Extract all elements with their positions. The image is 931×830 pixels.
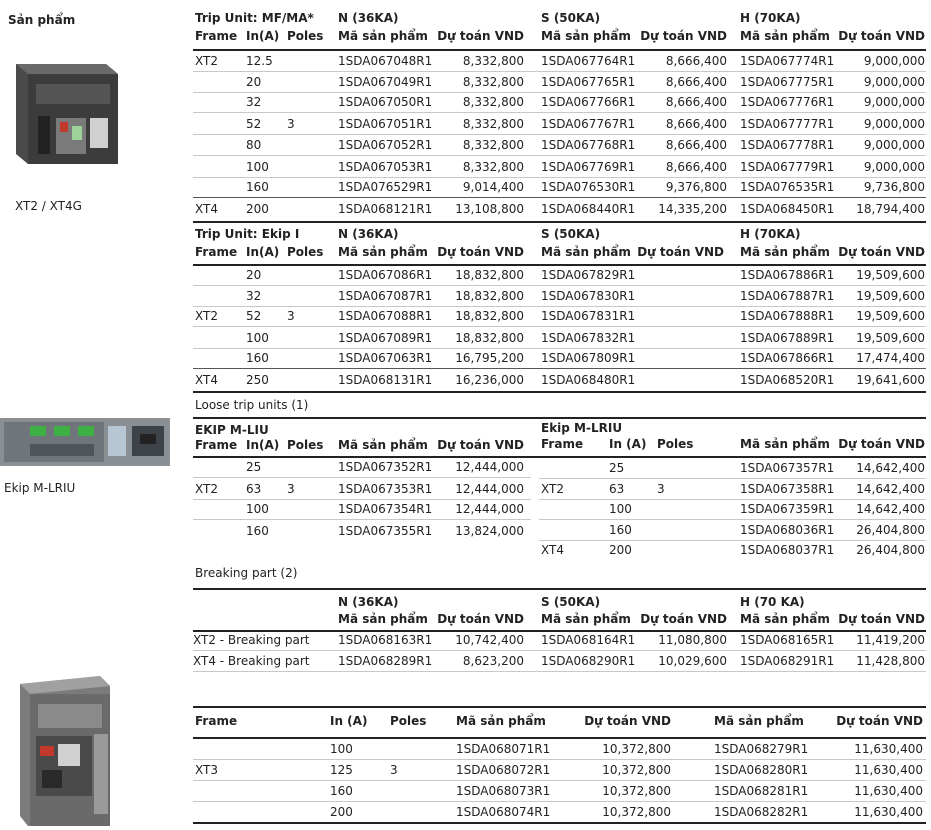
in-cell: 25	[246, 460, 262, 474]
frame-cell: XT3	[195, 763, 218, 777]
code-cell: 1SDA068071R1	[456, 742, 551, 756]
in-cell: 160	[246, 180, 269, 194]
in-cell: 25	[609, 461, 625, 475]
n-price-cell: 18,832,800	[455, 309, 524, 323]
n-header: N (36KA)	[338, 227, 399, 241]
n-price-cell: 18,832,800	[455, 331, 524, 345]
s-price-cell: 9,376,800	[665, 180, 727, 194]
divider	[193, 417, 926, 419]
in-cell: 52	[246, 117, 262, 131]
s-price-header: Dự toán VND	[637, 245, 724, 259]
s-price-cell: 8,666,400	[665, 138, 727, 152]
n-code-cell: 1SDA068131R1	[338, 373, 433, 387]
h-code-cell: 1SDA067889R1	[740, 331, 835, 345]
s-code-cell: 1SDA067832R1	[541, 331, 636, 345]
h-code-header: Mã sản phẩm	[740, 612, 830, 626]
h-price-cell: 18,794,400	[856, 202, 925, 216]
price-cell-2: 11,630,400	[854, 805, 923, 819]
h-price-cell: 11,419,200	[856, 633, 925, 647]
row-divider	[193, 477, 531, 478]
s-header: S (50KA)	[541, 227, 601, 241]
h-header: H (70 KA)	[740, 595, 805, 609]
s-code-header: Mã sản phẩm	[541, 245, 631, 259]
s-code-cell: 1SDA067831R1	[541, 309, 636, 323]
frame-cell: XT4	[195, 373, 218, 387]
h-code-cell: 1SDA068450R1	[740, 202, 835, 216]
h-price-header: Dự toán VND	[838, 245, 925, 259]
in-cell: 63	[609, 482, 625, 496]
code-cell: 1SDA067357R1	[740, 461, 835, 475]
n-price-header: Dự toán VND	[437, 29, 524, 43]
s-code-header: Mã sản phẩm	[541, 29, 631, 43]
frame-header: Frame	[195, 438, 238, 452]
row-divider	[193, 326, 926, 327]
h-code-cell: 1SDA068291R1	[740, 654, 835, 668]
h-price-cell: 9,000,000	[863, 138, 925, 152]
h-code-cell: 1SDA067778R1	[740, 138, 835, 152]
code-header: Mã sản phẩm	[338, 438, 428, 452]
in-cell: 80	[246, 138, 262, 152]
n-price-cell: 8,332,800	[462, 75, 524, 89]
in-cell: 100	[609, 502, 632, 516]
code-header-right: Mã sản phẩm	[740, 437, 830, 451]
code-cell: 1SDA068074R1	[456, 805, 551, 819]
poles-header-right: Poles	[657, 437, 694, 451]
h-header: H (70KA)	[740, 227, 801, 241]
s-code-cell: 1SDA067764R1	[541, 54, 636, 68]
row-divider	[193, 801, 926, 802]
frame-cell: XT2	[195, 309, 218, 323]
code-cell: 1SDA068036R1	[740, 523, 835, 537]
n-price-cell: 8,332,800	[462, 95, 524, 109]
s-price-header: Dự toán VND	[640, 612, 727, 626]
frame-cell: XT2	[541, 482, 564, 496]
product-header: Sản phẩm	[8, 13, 76, 27]
in-header-right: In (A)	[609, 437, 647, 451]
n-price-cell: 16,236,000	[455, 373, 524, 387]
h-code-cell: 1SDA068165R1	[740, 633, 835, 647]
frame-label-cell: XT4 - Breaking part	[193, 654, 310, 668]
in-cell: 200	[609, 543, 632, 557]
s-code-cell: 1SDA067765R1	[541, 75, 636, 89]
price-cell: 14,642,400	[856, 461, 925, 475]
h-price-cell: 9,000,000	[863, 95, 925, 109]
n-price-header: Dự toán VND	[437, 245, 524, 259]
frame-header: Frame	[195, 29, 238, 43]
frame-header: Frame	[195, 714, 238, 728]
s-price-cell: 8,666,400	[665, 95, 727, 109]
divider	[193, 221, 926, 223]
price-cell: 26,404,800	[856, 543, 925, 557]
n-code-header: Mã sản phẩm	[338, 612, 428, 626]
code-cell: 1SDA068073R1	[456, 784, 551, 798]
poles-header: Poles	[287, 245, 324, 259]
row-divider	[193, 112, 926, 113]
h-price-cell: 9,000,000	[863, 160, 925, 174]
code-cell: 1SDA067359R1	[740, 502, 835, 516]
price-cell: 10,372,800	[602, 742, 671, 756]
row-divider	[193, 499, 531, 500]
row-divider	[193, 71, 926, 72]
price-cell: 14,642,400	[856, 482, 925, 496]
h-price-cell: 17,474,400	[856, 351, 925, 365]
n-price-cell: 16,795,200	[455, 351, 524, 365]
price-cell: 12,444,000	[455, 482, 524, 496]
in-cell: 160	[330, 784, 353, 798]
code-cell: 1SDA067352R1	[338, 460, 433, 474]
poles-cell: 3	[287, 117, 295, 131]
s-price-cell: 10,029,600	[658, 654, 727, 668]
s-price-cell: 8,666,400	[665, 160, 727, 174]
in-cell: 160	[246, 524, 269, 538]
frame-cell: XT2	[195, 54, 218, 68]
in-cell: 20	[246, 268, 262, 282]
n-price-cell: 13,108,800	[455, 202, 524, 216]
code-header-2: Mã sản phẩm	[714, 714, 804, 728]
s-code-cell: 1SDA068440R1	[541, 202, 636, 216]
n-code-header: Mã sản phẩm	[338, 29, 428, 43]
frame-cell: XT4	[541, 543, 564, 557]
row-divider	[193, 822, 926, 824]
h-code-cell: 1SDA068520R1	[740, 373, 835, 387]
in-cell: 32	[246, 95, 262, 109]
frame-cell: XT2	[195, 482, 218, 496]
price-cell: 12,444,000	[455, 460, 524, 474]
in-cell: 100	[330, 742, 353, 756]
poles-cell: 3	[390, 763, 398, 777]
s-code-cell: 1SDA067769R1	[541, 160, 636, 174]
row-divider	[539, 478, 926, 479]
s-price-cell: 8,666,400	[665, 75, 727, 89]
price-cell-2: 11,630,400	[854, 742, 923, 756]
frame-label-cell: XT2 - Breaking part	[193, 633, 310, 647]
code-cell: 1SDA068037R1	[740, 543, 835, 557]
n-code-cell: 1SDA067048R1	[338, 54, 433, 68]
n-code-cell: 1SDA068163R1	[338, 633, 433, 647]
s-code-cell: 1SDA067830R1	[541, 289, 636, 303]
in-cell: 63	[246, 482, 262, 496]
price-header: Dự toán VND	[584, 714, 671, 728]
poles-cell: 3	[287, 482, 295, 496]
n-price-cell: 18,832,800	[455, 289, 524, 303]
h-price-cell: 9,000,000	[863, 75, 925, 89]
row-divider	[193, 92, 926, 93]
h-code-cell: 1SDA067887R1	[740, 289, 835, 303]
n-price-header: Dự toán VND	[437, 612, 524, 626]
row-divider	[193, 368, 926, 369]
in-cell: 250	[246, 373, 269, 387]
h-price-header: Dự toán VND	[838, 612, 925, 626]
n-code-cell: 1SDA067051R1	[338, 117, 433, 131]
price-cell: 14,642,400	[856, 502, 925, 516]
n-code-cell: 1SDA067053R1	[338, 160, 433, 174]
row-divider	[193, 650, 926, 651]
n-header: N (36KA)	[338, 11, 399, 25]
price-cell: 13,824,000	[455, 524, 524, 538]
divider	[193, 456, 926, 458]
code-header: Mã sản phẩm	[456, 714, 546, 728]
trip-unit-title: Trip Unit: Ekip I	[195, 227, 300, 241]
code-cell: 1SDA067353R1	[338, 482, 433, 496]
s-code-cell: 1SDA068290R1	[541, 654, 636, 668]
frame-cell: XT4	[195, 202, 218, 216]
n-code-cell: 1SDA067049R1	[338, 75, 433, 89]
in-header: In (A)	[330, 714, 368, 728]
n-price-cell: 8,332,800	[462, 54, 524, 68]
s-code-header: Mã sản phẩm	[541, 612, 631, 626]
in-header: In(A)	[246, 245, 280, 259]
in-cell: 12.5	[246, 54, 273, 68]
caption-xt2-xt4g: XT2 / XT4G	[15, 199, 82, 213]
poles-cell: 3	[287, 309, 295, 323]
price-cell: 10,372,800	[602, 763, 671, 777]
code-cell: 1SDA067358R1	[740, 482, 835, 496]
in-cell: 100	[246, 160, 269, 174]
in-cell: 52	[246, 309, 262, 323]
divider	[193, 588, 926, 590]
n-price-cell: 9,014,400	[462, 180, 524, 194]
price-cell-2: 11,630,400	[854, 784, 923, 798]
h-price-cell: 11,428,800	[856, 654, 925, 668]
s-price-header: Dự toán VND	[640, 29, 727, 43]
n-price-cell: 8,332,800	[462, 138, 524, 152]
frame-header-right: Frame	[541, 437, 584, 451]
s-code-cell: 1SDA067809R1	[541, 351, 636, 365]
row-divider	[193, 519, 531, 520]
row-divider	[193, 671, 926, 672]
s-code-cell: 1SDA067829R1	[541, 268, 636, 282]
row-divider	[539, 499, 926, 500]
price-cell: 10,372,800	[602, 805, 671, 819]
divider	[193, 630, 926, 632]
in-cell: 100	[246, 502, 269, 516]
h-code-cell: 1SDA067774R1	[740, 54, 835, 68]
row-divider	[193, 134, 926, 135]
breaker-xt2-image	[8, 56, 124, 172]
h-code-cell: 1SDA067775R1	[740, 75, 835, 89]
s-code-cell: 1SDA068164R1	[541, 633, 636, 647]
row-divider	[193, 285, 926, 286]
h-code-cell: 1SDA067888R1	[740, 309, 835, 323]
divider	[193, 737, 926, 739]
n-header: N (36KA)	[338, 595, 399, 609]
h-price-cell: 19,509,600	[856, 331, 925, 345]
n-code-header: Mã sản phẩm	[338, 245, 428, 259]
row-divider	[193, 348, 926, 349]
price-header-right: Dự toán VND	[838, 437, 925, 451]
row-divider	[193, 780, 926, 781]
n-code-cell: 1SDA067063R1	[338, 351, 433, 365]
n-code-cell: 1SDA068121R1	[338, 202, 433, 216]
s-code-cell: 1SDA067768R1	[541, 138, 636, 152]
code-cell-2: 1SDA068282R1	[714, 805, 809, 819]
price-header: Dự toán VND	[437, 438, 524, 452]
s-price-cell: 8,666,400	[665, 54, 727, 68]
h-price-cell: 19,509,600	[856, 309, 925, 323]
row-divider	[193, 759, 926, 760]
n-code-cell: 1SDA067052R1	[338, 138, 433, 152]
caption-ekip-m-lriu: Ekip M-LRIU	[4, 481, 76, 495]
h-price-cell: 19,509,600	[856, 289, 925, 303]
n-code-cell: 1SDA067087R1	[338, 289, 433, 303]
n-code-cell: 1SDA067086R1	[338, 268, 433, 282]
h-price-cell: 9,000,000	[863, 117, 925, 131]
h-code-cell: 1SDA067886R1	[740, 268, 835, 282]
s-price-cell: 11,080,800	[658, 633, 727, 647]
in-header: In(A)	[246, 438, 280, 452]
n-code-cell: 1SDA067089R1	[338, 331, 433, 345]
n-code-cell: 1SDA076529R1	[338, 180, 433, 194]
price-cell: 12,444,000	[455, 502, 524, 516]
breaking-part-title: Breaking part (2)	[195, 566, 298, 580]
trip-unit-title: Trip Unit: MF/MA*	[195, 11, 314, 25]
ekip-m-liu-title: EKIP M-LIU	[195, 423, 269, 437]
h-code-cell: 1SDA067777R1	[740, 117, 835, 131]
s-header: S (50KA)	[541, 595, 601, 609]
h-code-header: Mã sản phẩm	[740, 29, 830, 43]
n-price-cell: 18,832,800	[455, 268, 524, 282]
poles-header: Poles	[287, 438, 324, 452]
n-code-cell: 1SDA068289R1	[338, 654, 433, 668]
h-code-header: Mã sản phẩm	[740, 245, 830, 259]
in-cell: 160	[246, 351, 269, 365]
price-header-2: Dự toán VND	[836, 714, 923, 728]
in-cell: 125	[330, 763, 353, 777]
s-code-cell: 1SDA076530R1	[541, 180, 636, 194]
code-cell: 1SDA067355R1	[338, 524, 433, 538]
s-code-cell: 1SDA068480R1	[541, 373, 636, 387]
s-header: S (50KA)	[541, 11, 601, 25]
row-divider	[193, 197, 926, 198]
poles-cell: 3	[657, 482, 665, 496]
h-code-cell: 1SDA067779R1	[740, 160, 835, 174]
in-cell: 200	[330, 805, 353, 819]
in-cell: 20	[246, 75, 262, 89]
h-price-cell: 19,641,600	[856, 373, 925, 387]
price-cell: 10,372,800	[602, 784, 671, 798]
in-header: In(A)	[246, 29, 280, 43]
loose-trip-units-title: Loose trip units (1)	[195, 398, 309, 412]
s-code-cell: 1SDA067766R1	[541, 95, 636, 109]
frame-header: Frame	[195, 245, 238, 259]
divider	[193, 49, 926, 51]
h-header: H (70KA)	[740, 11, 801, 25]
in-cell: 100	[246, 331, 269, 345]
h-code-cell: 1SDA067776R1	[740, 95, 835, 109]
code-cell: 1SDA067354R1	[338, 502, 433, 516]
in-cell: 160	[609, 523, 632, 537]
row-divider	[193, 177, 926, 178]
divider	[193, 264, 926, 266]
code-cell-2: 1SDA068280R1	[714, 763, 809, 777]
price-cell: 26,404,800	[856, 523, 925, 537]
n-price-cell: 8,332,800	[462, 117, 524, 131]
n-code-cell: 1SDA067050R1	[338, 95, 433, 109]
s-price-cell: 8,666,400	[665, 117, 727, 131]
in-cell: 32	[246, 289, 262, 303]
ekip-m-lriu-image	[0, 418, 170, 466]
code-cell-2: 1SDA068279R1	[714, 742, 809, 756]
h-price-cell: 19,509,600	[856, 268, 925, 282]
h-code-cell: 1SDA067866R1	[740, 351, 835, 365]
ekip-m-lriu-title: Ekip M-LRIU	[541, 421, 623, 435]
n-code-cell: 1SDA067088R1	[338, 309, 433, 323]
price-cell-2: 11,630,400	[854, 763, 923, 777]
breaker-xt3-image	[14, 674, 114, 830]
h-price-cell: 9,736,800	[863, 180, 925, 194]
divider	[193, 706, 926, 708]
poles-header: Poles	[287, 29, 324, 43]
n-price-cell: 8,623,200	[462, 654, 524, 668]
h-code-cell: 1SDA076535R1	[740, 180, 835, 194]
row-divider	[539, 540, 926, 541]
code-cell-2: 1SDA068281R1	[714, 784, 809, 798]
s-price-cell: 14,335,200	[658, 202, 727, 216]
divider	[193, 391, 926, 393]
h-price-cell: 9,000,000	[863, 54, 925, 68]
code-cell: 1SDA068072R1	[456, 763, 551, 777]
row-divider	[193, 306, 926, 307]
row-divider	[193, 155, 926, 156]
row-divider	[539, 519, 926, 520]
poles-header: Poles	[390, 714, 427, 728]
in-cell: 200	[246, 202, 269, 216]
n-price-cell: 8,332,800	[462, 160, 524, 174]
n-price-cell: 10,742,400	[455, 633, 524, 647]
h-price-header: Dự toán VND	[838, 29, 925, 43]
s-code-cell: 1SDA067767R1	[541, 117, 636, 131]
